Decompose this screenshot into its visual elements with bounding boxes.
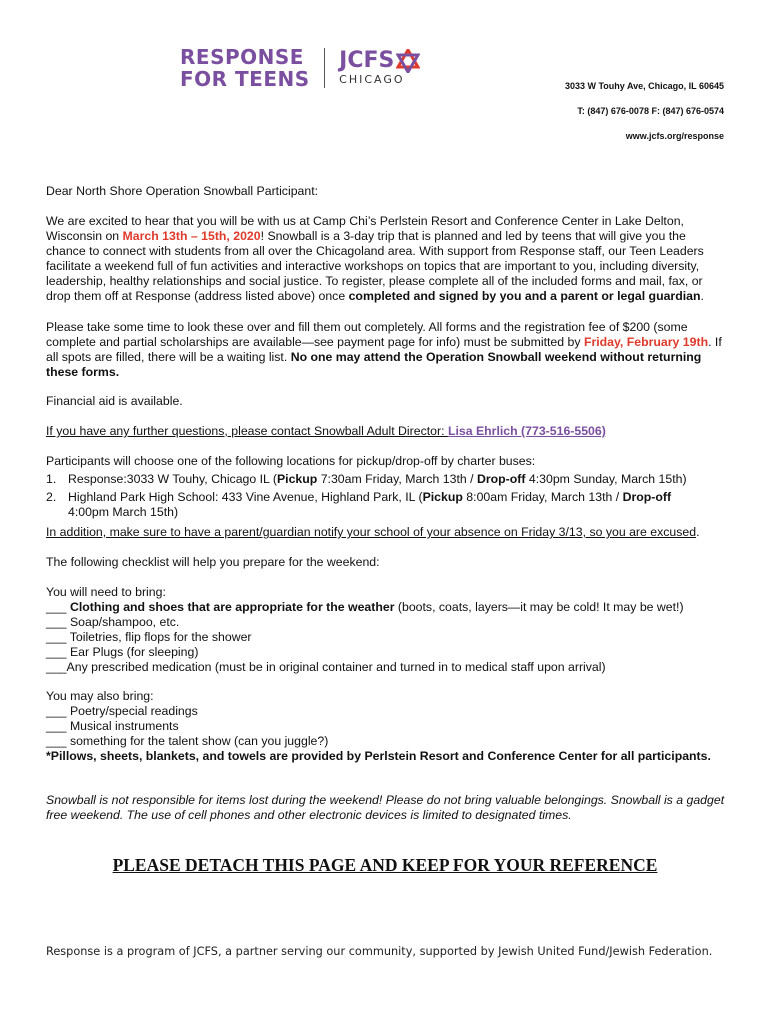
event-dates: March 13th – 15th, 2020 [122,229,261,243]
checklist-item: ___ Soap/shampoo, etc. [46,615,180,629]
address-phone: T: (847) 676-0078 F: (847) 676-0574 [577,106,724,116]
logo-line1: RESPONSE [180,45,304,69]
footer: Response is a program of JCFS, a partner serving our community, supported by Jewish United Fund/Jewish Federation. [46,945,713,958]
pickup-location-1: 1. Response:3033 W Touhy, Chicago IL (Pickup 7:30am Friday, March 13th / Drop-off 4:30pm Sunday, March 15th) [46,472,687,486]
checklist-item: ___ Musical instruments [46,719,179,733]
jcfs-chicago-logo [339,49,420,87]
contact-line: If you have any further questions, please contact Snowball Adult Director: Lisa Ehrlich (773-516-5506) [46,424,606,438]
optional-list [46,689,726,764]
logo-divider [324,48,326,88]
address-street: 3033 W Touhy Ave, Chicago, IL 60645 [564,81,724,91]
disclaimer: Snowball is not responsible for items lost during the weekend! Please do not bring valuable belongings. Snowball is a gadget free weekend. The use of cell phones and other electronic devices is limited to designated times. [46,793,725,822]
jcfs-wordmark: JCFS [339,48,395,73]
deadline-date: Friday, February 19th [583,335,709,349]
star-of-david-icon [396,49,420,73]
greeting: Dear North Shore Operation Snowball Participant: [46,184,319,198]
checklist-item: ___ Clothing and shoes that are appropriate for the weather (boots, coats, layers—it may be cold! It may be wet!) [46,600,684,614]
optional-title: You may also bring: [46,689,154,703]
pickup-location-2: 2. Highland Park High School: 433 Vine Avenue, Highland Park, IL (Pickup 8:00am Friday, March 13th / Drop-off 4:00pm March 15th) [46,490,672,519]
checklist-item: ___ Ear Plugs (for sleeping) [46,645,199,659]
address-web: www.jcfs.org/response [625,131,724,141]
checklist-intro: The following checklist will help you prepare for the weekend: [46,555,380,569]
paragraph-forms: Please take some time to look these over and fill them out completely. All forms and the registration fee of $200 (some complete and partial scholarships are available—see payment page for info) must be submitted by Friday, February 19th. If all spots are filled, there will be a waiting list. No one may attend the Operation Snowball weekend without returning these forms. [46,320,722,379]
paragraph-intro: We are excited to hear that you will be with us at Camp Chi’s Perlstein Resort and Conference Center in Lake Delton, Wisconsin on March 13th – 15th, 2020! Snowball is a 3-day trip that is planned and led by teens that will give you the chance to connect with students from all over the Chicagoland area. With support from Response staff, our Teen Leaders facilitate a weekend full of fun activities and interactive workshops on topics that are important to you, including diversity, leadership, healthy relationships and social justice. To register, please complete all of the included forms and mail, fax, or drop them off at Response (address listed above) once completed and signed by you and a parent or legal guardian. [46,214,704,303]
contact-director-link[interactable]: Lisa Ehrlich (773-516-5506) [447,424,606,438]
detach-heading: PLEASE DETACH THIS PAGE AND KEEP FOR YOUR REFERENCE [112,855,658,875]
school-notice: In addition, make sure to have a parent/guardian notify your school of your absence on Friday 3/13, so you are excused. [46,525,700,539]
response-for-teens-logo [180,46,310,90]
checklist-item: ___Any prescribed medication (must be in original container and turned in to medical staff upon arrival) [46,660,606,674]
checklist-item: ___ Toiletries, flip flops for the shower [46,630,252,644]
bring-title: You will need to bring: [46,585,166,599]
logo [180,46,420,90]
pickup-intro: Participants will choose one of the following locations for pickup/drop-off by charter buses: [46,454,536,468]
checklist-item: ___ Poetry/special readings [46,704,198,718]
checklist-item: ___ something for the talent show (can you juggle?) [46,734,329,748]
bring-list [46,585,726,675]
chicago-wordmark: CHICAGO [339,73,405,86]
logo-line2: FOR TEENS [180,67,310,91]
financial-aid: Financial aid is available. [46,394,183,408]
provided-note: *Pillows, sheets, blankets, and towels are provided by Perlstein Resort and Conference Center for all participants. [46,749,711,763]
